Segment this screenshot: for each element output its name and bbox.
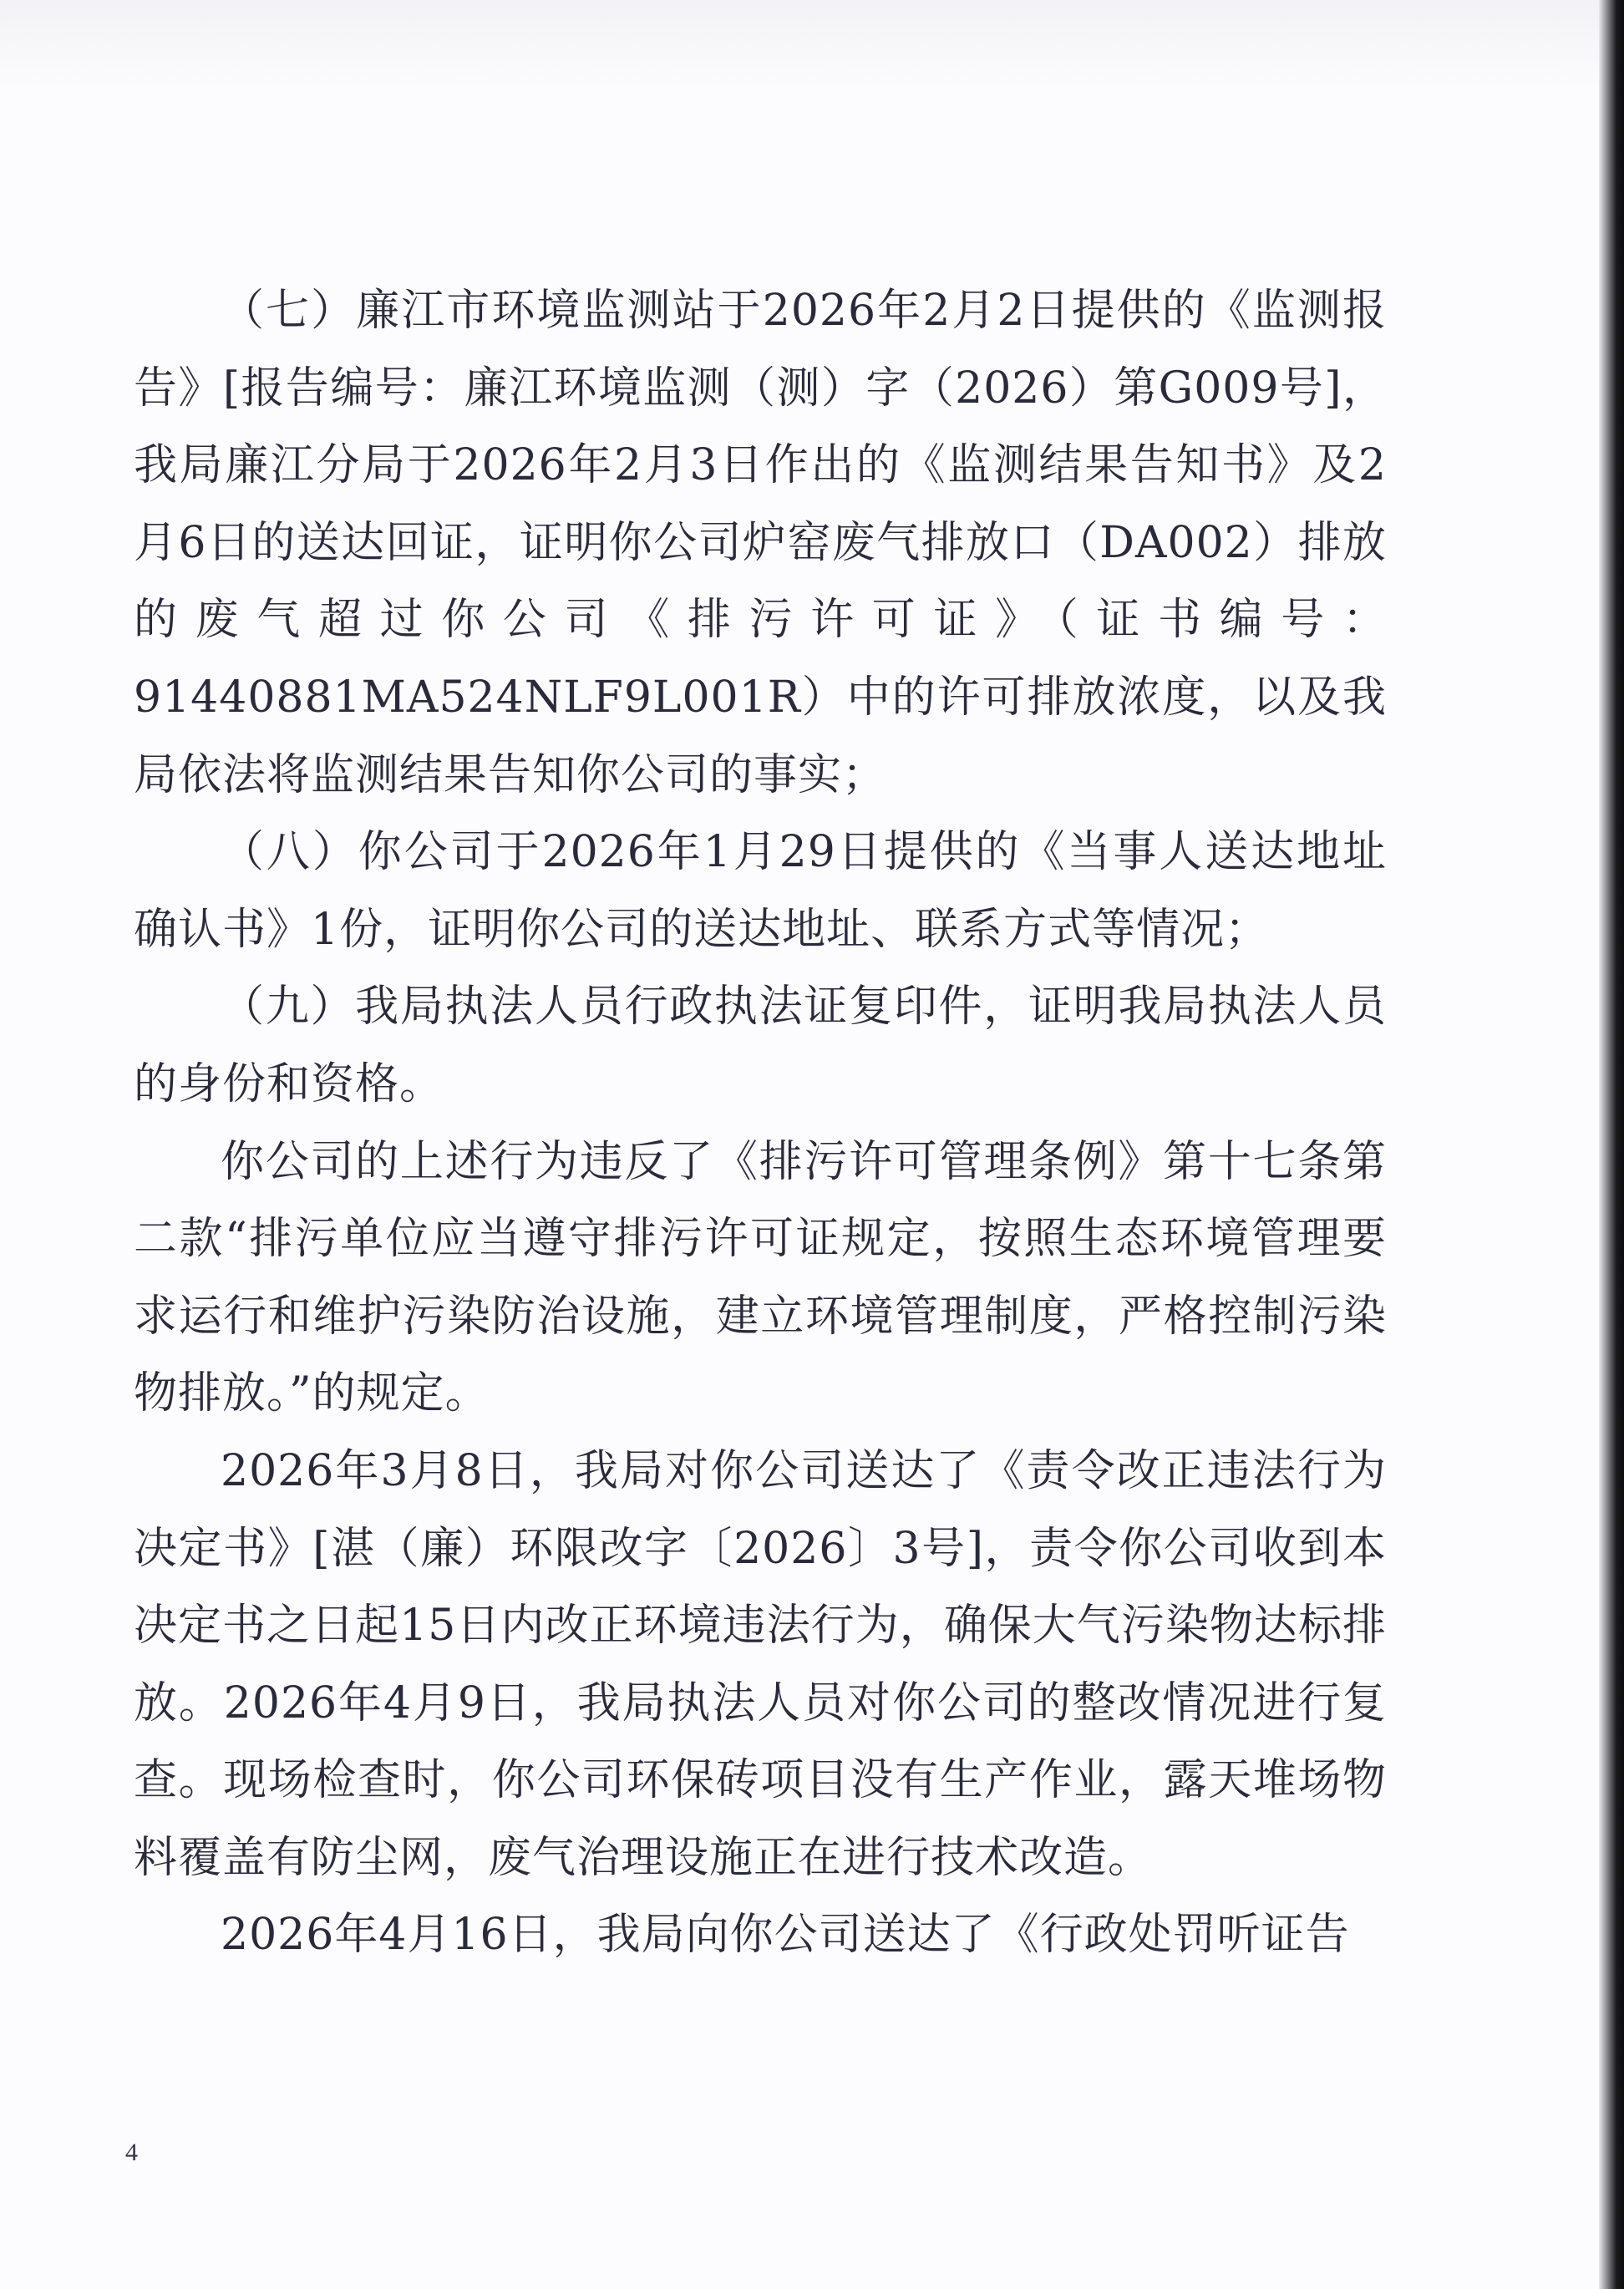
- scan-shadow-top: [0, 0, 1599, 92]
- paragraph-evidence-9: （九）我局执法人员行政执法证复印件，证明我局执法人员的身份和资格。: [134, 982, 1387, 1109]
- paragraph-hearing-notice: 2026年4月16日，我局向你公司送达了《行政处罚听证告: [221, 1910, 1350, 1961]
- paragraph-evidence-7: （七）廉江市环境监测站于2026年2月2日提供的《监测报告》[报告编号：廉江环境监测（测）字（2026）第G009号]，我局廉江分局于2026年2月3日作出的《监测结果告知书》及2月6日的送达回证，证明你公司炉窑废气排放口（DA002）排放的废气超过你公司《排污许可证》（证书编号：91440881MA524NLF9L001R）中的许可排放浓度，以及我局依法将监测结果告知你公司的事实；: [134, 286, 1387, 800]
- page-number: 4: [125, 2139, 138, 2166]
- scan-edge-right: [1599, 0, 1624, 2289]
- paragraph-evidence-8: （八）你公司于2026年1月29日提供的《当事人送达地址确认书》1份，证明你公司的送达地址、联系方式等情况；: [134, 827, 1387, 955]
- document-body: [134, 272, 1387, 1974]
- paragraph-rectification: 2026年3月8日，我局对你公司送达了《责令改正违法行为决定书》[湛（廉）环限改字〔2026〕3号]，责令你公司收到本决定书之日起15日内改正环境违法行为，确保大气污染物达标排放。2026年4月9日，我局执法人员对你公司的整改情况进行复查。现场检查时，你公司环保砖项目没有生产作业，露天堆场物料覆盖有防尘网，废气治理设施正在进行技术改造。: [134, 1445, 1387, 1883]
- paragraph-violation: 你公司的上述行为违反了《排污许可管理条例》第十七条第二款“排污单位应当遵守排污许可证规定，按照生态环境管理要求运行和维护污染防治设施，建立环境管理制度，严格控制污染物排放。”的规定。: [134, 1136, 1387, 1419]
